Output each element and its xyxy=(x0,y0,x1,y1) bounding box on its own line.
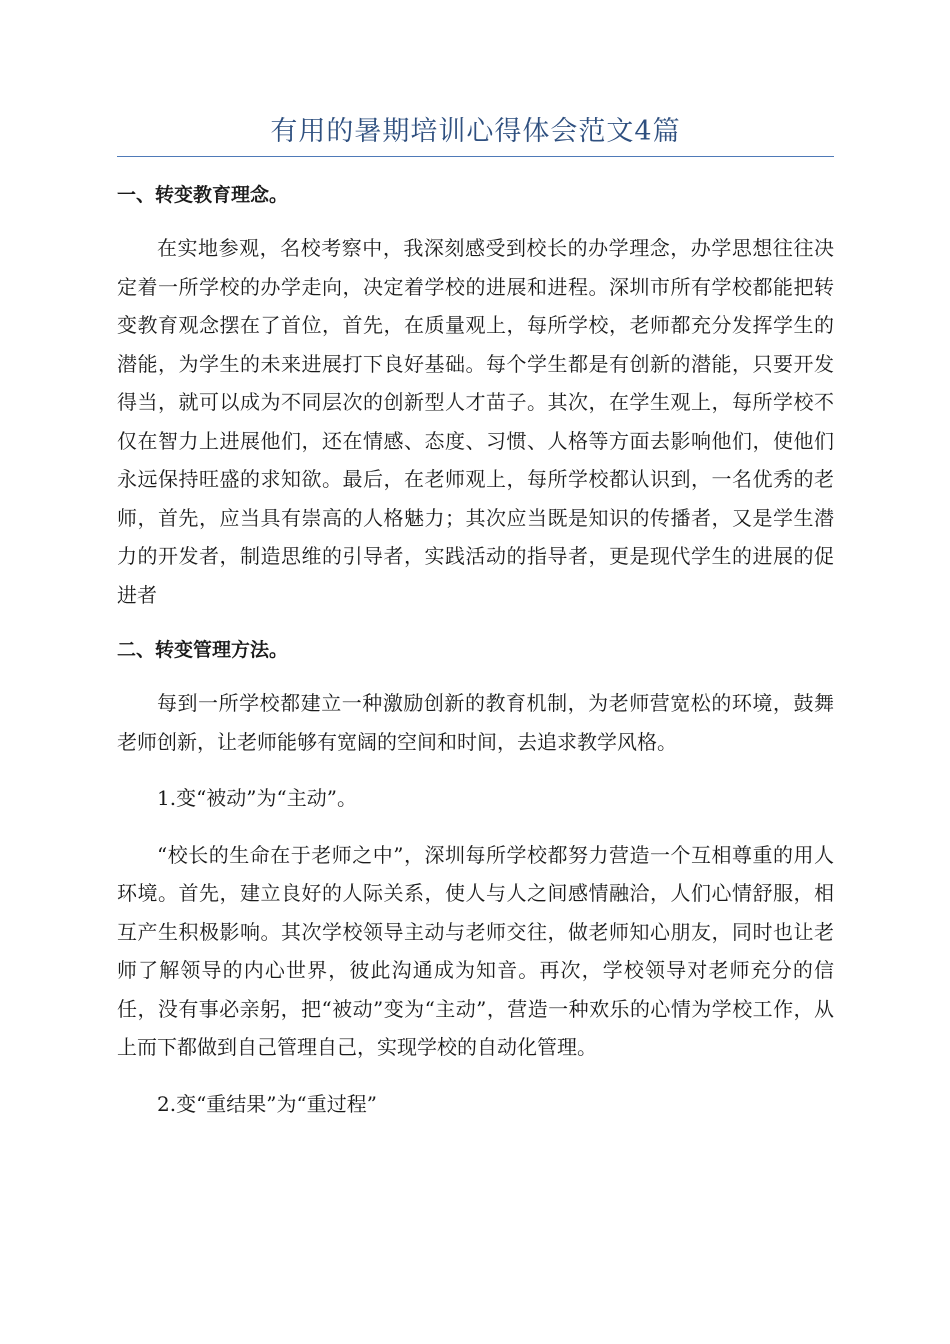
subsection-paragraph-1: “校长的生命在于老师之中”，深圳每所学校都努力营造一个互相尊重的用人环境。首先，建立良好的人际关系，使人与人之间感情融洽，人们心情舒服，相互产生积极影响。其次学校领导主动与老师交往，做老师知心朋友，同时也让老师了解领导的内心世界，彼此沟通成为知音。再次，学校领导对老师充分的信任，没有事必亲躬，把“被动”变为“主动”，营造一种欢乐的心情为学校工作，从上而下都做到自己管理自己，实现学校的自动化管理。 xyxy=(117,842,834,1059)
section-heading-2: 二、转变管理方法。 xyxy=(117,639,289,661)
document-page xyxy=(117,112,834,1123)
document-title: 有用的暑期培训心得体会范文4篇 xyxy=(117,112,834,157)
section-paragraph-1: 在实地参观，名校考察中，我深刻感受到校长的办学理念，办学思想往往决定着一所学校的办学走向，决定着学校的进展和进程。深圳市所有学校都能把转变教育观念摆在了首位，首先，在质量观上，每所学校，老师都充分发挥学生的潜能，为学生的未来进展打下良好基础。每个学生都是有创新的潜能，只要开发得当，就可以成为不同层次的创新型人才苗子。其次，在学生观上，每所学校不仅在智力上进展他们，还在情感、态度、习惯、人格等方面去影响他们，使他们永远保持旺盛的求知欲。最后，在老师观上，每所学校都认识到，一名优秀的老师，首先，应当具有崇高的人格魅力；其次应当既是知识的传播者，又是学生潜力的开发者，制造思维的引导者，实践活动的指导者，更是现代学生的进展的促进者 xyxy=(117,236,834,607)
section-heading-1: 一、转变教育理念。 xyxy=(117,184,289,206)
section-paragraph-2: 每到一所学校都建立一种激励创新的教育机制，为老师营宽松的环境，鼓舞老师创新，让老师能够有宽阔的空间和时间，去追求教学风格。 xyxy=(117,691,834,754)
subsection-item-2: 2.变“重结果”为“重过程” xyxy=(157,1091,377,1116)
subsection-item-1: 1.变“被动”为“主动”。 xyxy=(157,786,357,810)
